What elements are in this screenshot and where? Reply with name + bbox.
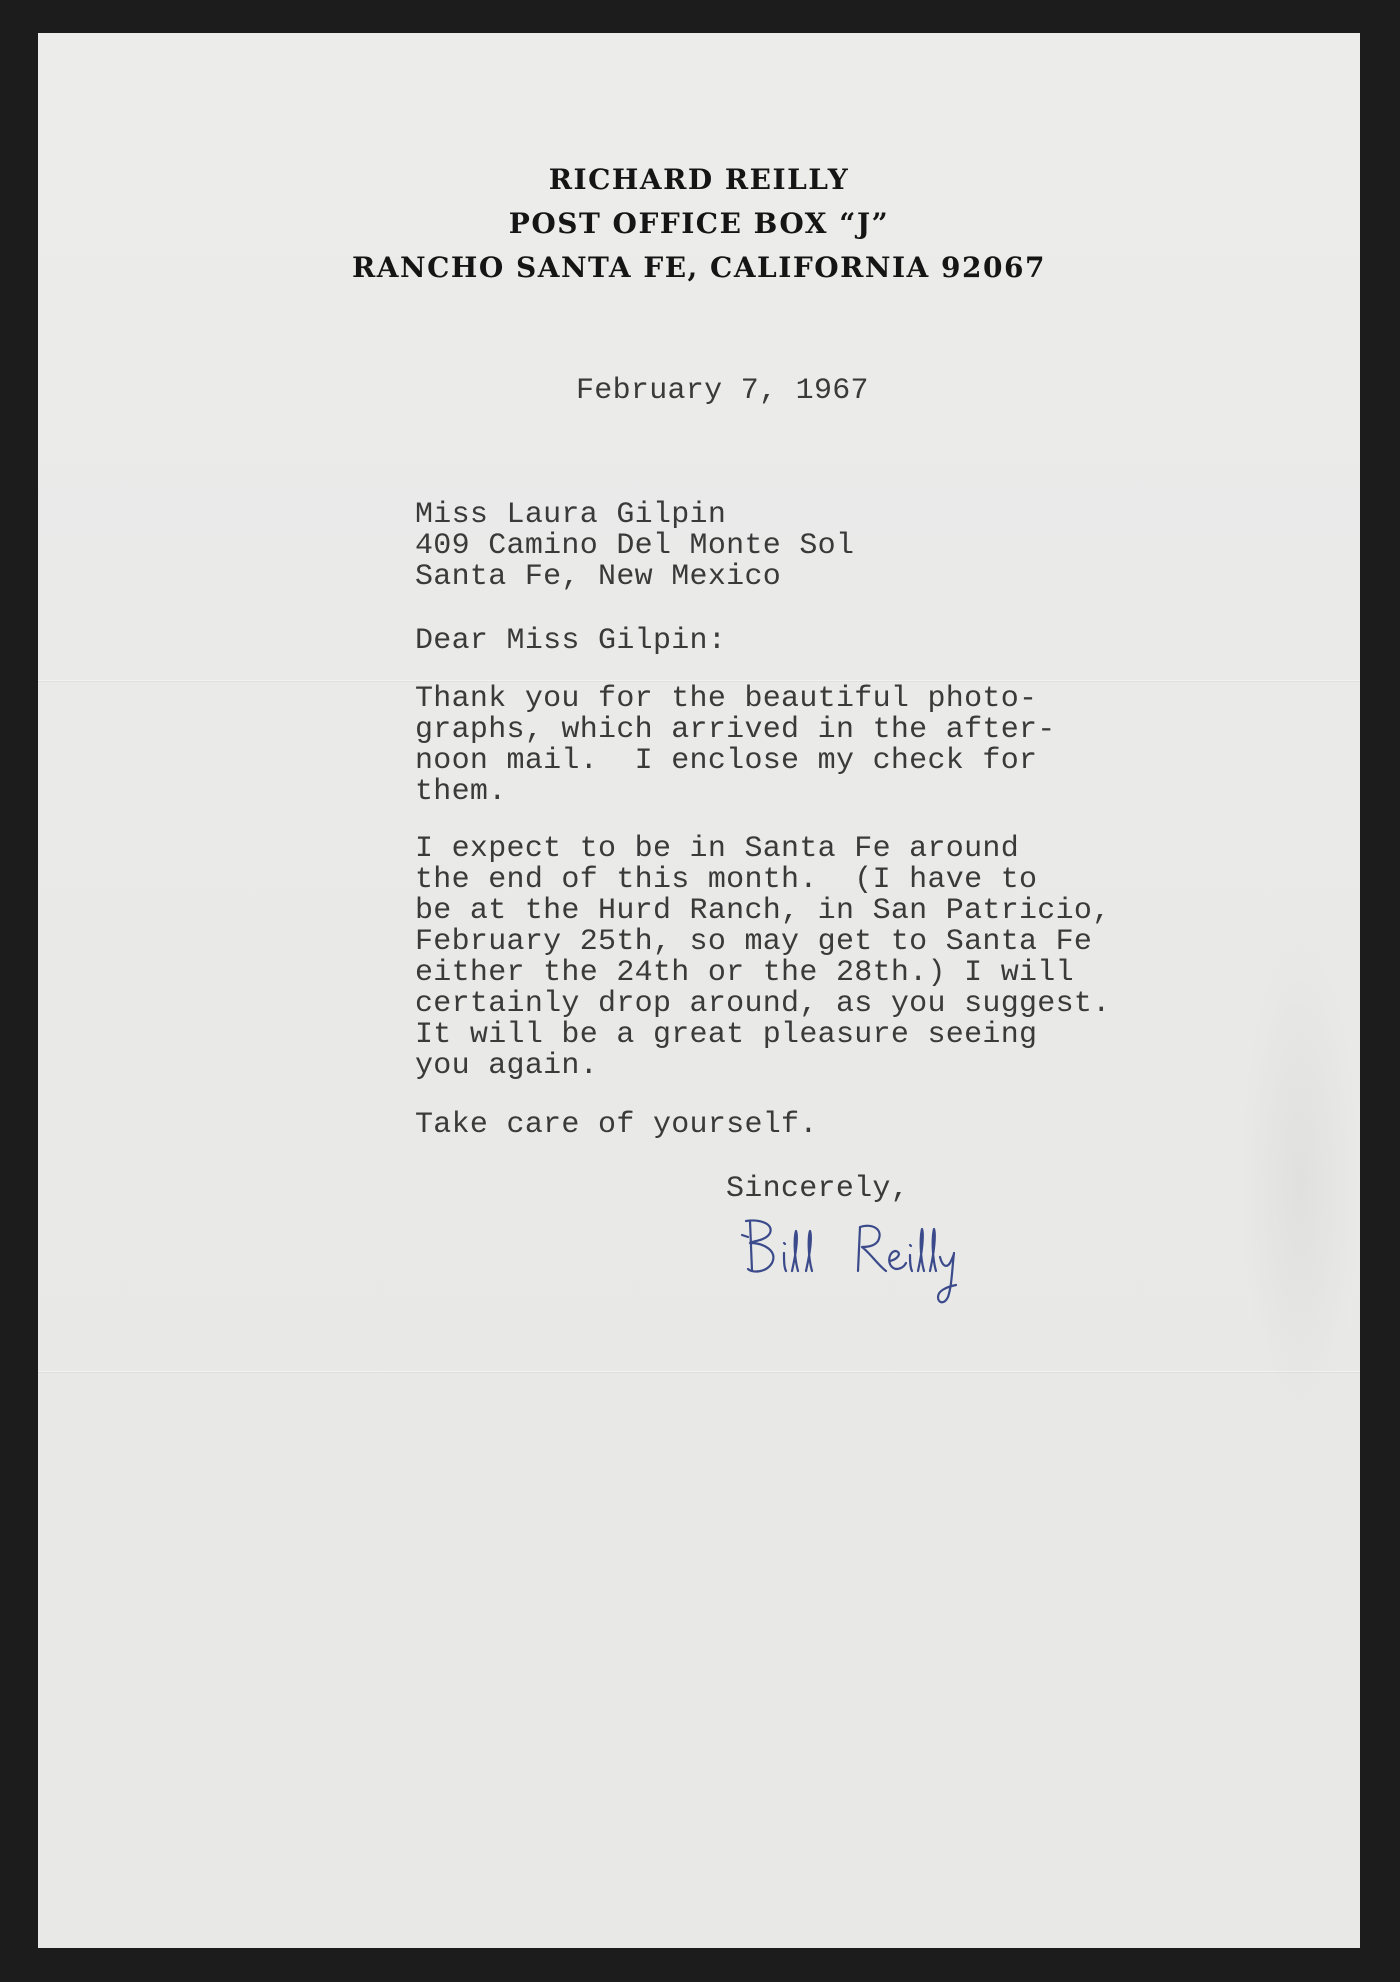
recipient-name: Miss Laura Gilpin bbox=[415, 498, 727, 532]
faint-watermark bbox=[1240, 933, 1360, 1433]
recipient-city: Santa Fe, New Mexico bbox=[415, 560, 782, 594]
paragraph-line: I expect to be in Santa Fe around bbox=[415, 832, 1019, 866]
letter-date: February 7, 1967 bbox=[576, 374, 869, 408]
paragraph-line: graphs, which arrived in the after- bbox=[415, 713, 1056, 747]
recipient-street: 409 Camino Del Monte Sol bbox=[415, 529, 855, 563]
paragraph-line: either the 24th or the 28th.) I will bbox=[415, 956, 1074, 990]
complimentary-close: Sincerely, bbox=[726, 1172, 910, 1206]
paragraph-line: Thank you for the beautiful photo- bbox=[415, 682, 1038, 716]
salutation bbox=[415, 626, 726, 657]
paragraph-line: be at the Hurd Ranch, in San Patricio, bbox=[415, 894, 1111, 928]
paragraph-line: It will be a great pleasure seeing bbox=[415, 1018, 1038, 1052]
letter-page bbox=[38, 33, 1360, 1948]
fold-line-lower bbox=[38, 1371, 1360, 1373]
paragraph-line: certainly drop around, as you suggest. bbox=[415, 987, 1111, 1021]
closing-remark bbox=[415, 1110, 818, 1141]
handwritten-signature bbox=[738, 1213, 1038, 1313]
letterhead-po-box: POST OFFICE BOX “J” bbox=[508, 207, 890, 240]
paragraph-2 bbox=[415, 834, 1111, 1082]
paragraph-line: them. bbox=[415, 775, 507, 809]
paragraph-line: February 25th, so may get to Santa Fe bbox=[415, 925, 1093, 959]
paragraph-line: the end of this month. (I have to bbox=[415, 863, 1038, 897]
paragraph-line: noon mail. I enclose my check for bbox=[415, 744, 1038, 778]
letterhead-name: RICHARD REILLY bbox=[548, 163, 850, 196]
letterhead bbox=[38, 158, 1360, 290]
recipient-address bbox=[415, 500, 854, 593]
closing-remark-text: Take care of yourself. bbox=[415, 1108, 818, 1142]
paragraph-1 bbox=[415, 684, 1056, 808]
letterhead-city: RANCHO SANTA FE, CALIFORNIA 92067 bbox=[352, 251, 1046, 284]
salutation-text: Dear Miss Gilpin: bbox=[415, 624, 727, 658]
paragraph-line: you again. bbox=[415, 1049, 599, 1083]
